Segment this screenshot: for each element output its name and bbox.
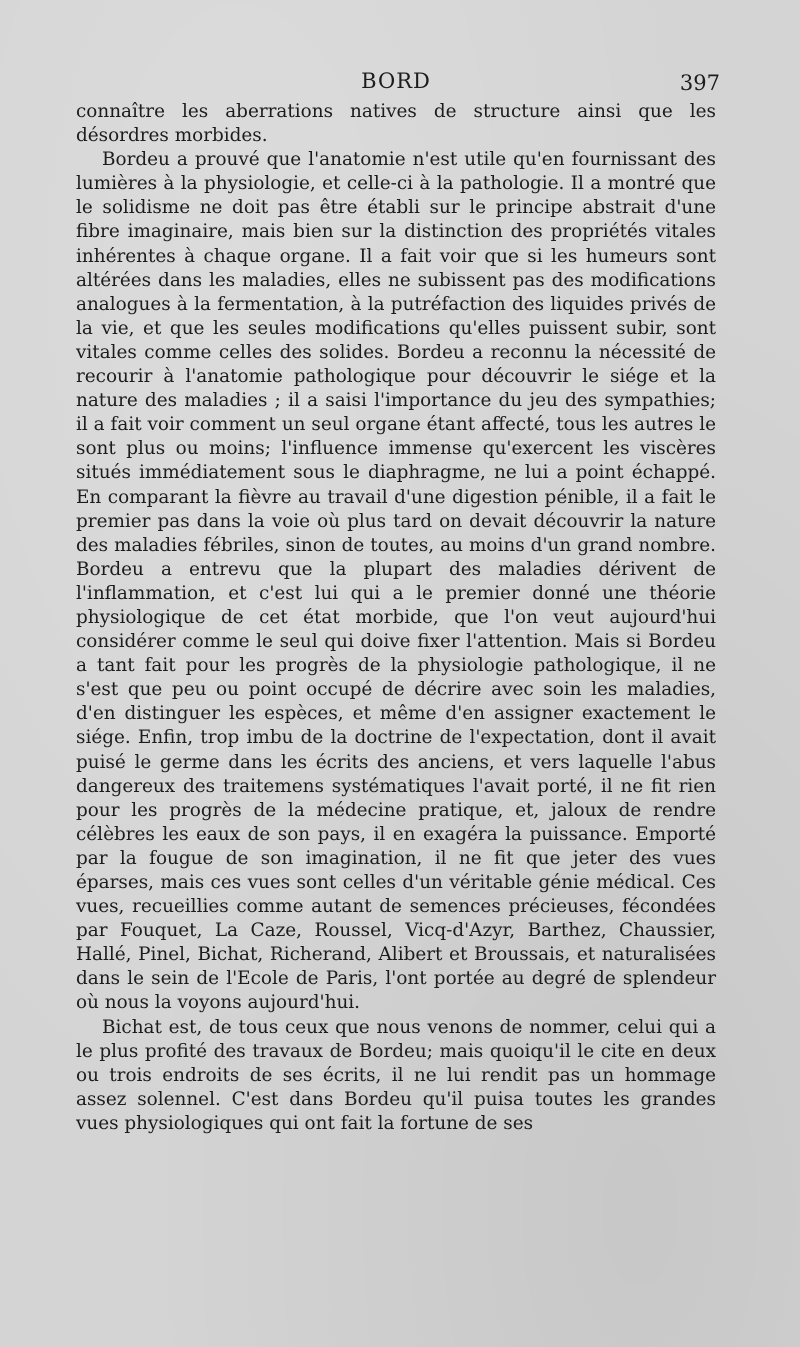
body-text (76, 100, 716, 1136)
running-title: BORD (361, 69, 431, 93)
page-number: 397 (679, 71, 720, 95)
running-head (76, 66, 720, 96)
paragraph: Bordeu a prouvé que l'anatomie n'est utile qu'en fournissant des lumières à la physiologie, et celle-ci à la pathologie. Il a montré que le solidisme ne doit pas être établi sur le principe abstrait d'une fibre imaginaire, mais bien sur la distinction des propriétés vitales inhérentes à chaque organe. Il a fait voir que si les humeurs sont altérées dans les maladies, elles ne subissent pas des modifications analogues à la fermentation, à la putréfaction des liquides privés de la vie, et que les seules modifications qu'elles puissent subir, sont vitales comme celles des solides. Bordeu a reconnu la nécessité de recourir à l'anatomie pathologique pour découvrir le siége et la nature des maladies ; il a saisi l'importance du jeu des sympathies; il a fait voir comment un seul organe étant affecté, tous les autres le sont plus ou moins; l'influence immense qu'exercent les viscères situés immédiatement sous le diaphragme, ne lui a point échappé. En comparant la fièvre au travail d'une digestion pénible, il a fait le premier pas dans la voie où plus tard on devait découvrir la nature des maladies fébriles, sinon de toutes, au moins d'un grand nombre. Bordeu a entrevu que la plupart des maladies dérivent de l'inflammation, et c'est lui qui a le premier donné une théorie physiologique de cet état morbide, que l'on veut aujourd'hui considérer comme le seul qui doive fixer l'attention. Mais si Bordeu a tant fait pour les progrès de la physiologie pathologique, il ne s'est que peu ou point occupé de décrire avec soin les maladies, d'en distinguer les espèces, et même d'en assigner exactement le siége. Enfin, trop imbu de la doctrine de l'expectation, dont il avait puisé le germe dans les écrits des anciens, et vers laquelle l'abus dangereux des traitemens systématiques l'avait porté, il ne fit rien pour les progrès de la médecine pratique, et, jaloux de rendre célèbres les eaux de son pays, il en exagéra la puissance. Emporté par la fougue de son imagination, il ne fit que jeter des vues éparses, mais ces vues sont celles d'un véritable génie médical. Ces vues, recueillies comme autant de semences précieuses, fécondées par Fouquet, La Caze, Roussel, Vicq-d'Azyr, Barthez, Chaussier, Hallé, Pinel, Bichat, Richerand, Alibert et Broussais, et naturalisées dans le sein de l'Ecole de Paris, l'ont portée au degré de splendeur où nous la voyons aujourd'hui. (76, 149, 716, 1014)
paragraph: connaître les aberrations natives de structure ainsi que les désordres morbides. (76, 101, 716, 147)
paragraph: Bichat est, de tous ceux que nous venons de nommer, celui qui a le plus profité des travaux de Bordeu; mais quoiqu'il le cite en deux ou trois endroits de ses écrits, il ne lui rendit pas un hommage assez solennel. C'est dans Bordeu qu'il puisa toutes les grandes vues physiologiques qui ont fait la fortune de ses (76, 1016, 716, 1134)
